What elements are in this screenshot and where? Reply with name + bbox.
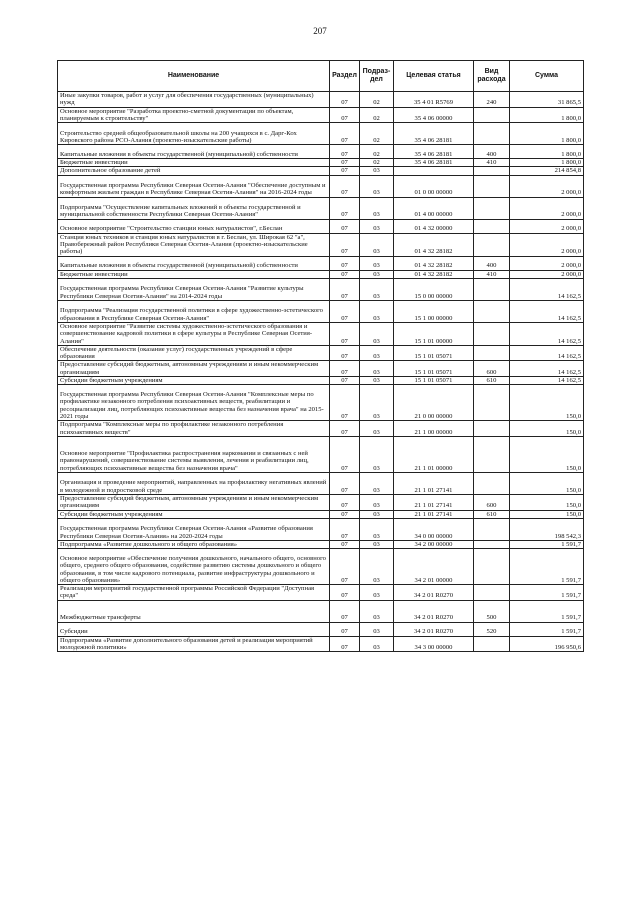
table-row bbox=[58, 167, 584, 175]
row-name-cell: Капитальные вложения в объекты государственной (муниципальной) собственности bbox=[58, 256, 330, 270]
row-amount-cell: 150,0 bbox=[510, 510, 584, 518]
row-subsection-cell: 03 bbox=[360, 436, 394, 472]
row-target-cell: 15 0 00 00000 bbox=[394, 278, 474, 300]
table-row bbox=[58, 636, 584, 652]
row-name-cell: Станция юных техников и станция юных натуралистов в г. Беслан, ул. Широкая 62 "а", Правобережный район Республики Северная Осетия-Алания (проектно-изыскательские работы) bbox=[58, 233, 330, 256]
row-target-cell: 21 1 01 27141 bbox=[394, 494, 474, 510]
row-expense-type-cell bbox=[474, 421, 510, 437]
row-expense-type-cell bbox=[474, 345, 510, 361]
row-expense-type-cell: 400 bbox=[474, 145, 510, 159]
row-expense-type-cell bbox=[474, 123, 510, 145]
row-expense-type-cell bbox=[474, 175, 510, 197]
row-section-cell: 07 bbox=[330, 472, 360, 494]
table-row bbox=[58, 92, 584, 108]
row-subsection-cell: 03 bbox=[360, 385, 394, 421]
table-row bbox=[58, 159, 584, 167]
row-subsection-cell: 03 bbox=[360, 540, 394, 548]
table-row bbox=[58, 345, 584, 361]
row-expense-type-cell bbox=[474, 518, 510, 540]
row-target-cell: 35 4 06 28181 bbox=[394, 145, 474, 159]
row-subsection-cell: 03 bbox=[360, 494, 394, 510]
row-subsection-cell: 03 bbox=[360, 322, 394, 345]
table-row bbox=[58, 600, 584, 622]
row-section-cell: 07 bbox=[330, 256, 360, 270]
row-name-cell: Государственная программа Республики Северная Осетия-Алания «Развитие образования Республики Северная Осетия-Алания» на 2020-2024 годы bbox=[58, 518, 330, 540]
row-amount-cell: 1 800,0 bbox=[510, 123, 584, 145]
row-expense-type-cell bbox=[474, 300, 510, 322]
row-amount-cell: 214 854,8 bbox=[510, 167, 584, 175]
row-amount-cell: 150,0 bbox=[510, 385, 584, 421]
row-amount-cell: 14 162,5 bbox=[510, 345, 584, 361]
row-section-cell: 07 bbox=[330, 278, 360, 300]
row-amount-cell: 31 865,5 bbox=[510, 92, 584, 108]
row-expense-type-cell bbox=[474, 197, 510, 219]
row-amount-cell: 2 000,0 bbox=[510, 270, 584, 278]
row-expense-type-cell bbox=[474, 549, 510, 585]
row-section-cell: 07 bbox=[330, 385, 360, 421]
row-section-cell: 07 bbox=[330, 107, 360, 123]
row-subsection-cell: 03 bbox=[360, 167, 394, 175]
row-name-cell: Иные закупки товаров, работ и услуг для обеспечения государственных (муниципальных) нужд bbox=[58, 92, 330, 108]
row-name-cell: Бюджетные инвестиции bbox=[58, 159, 330, 167]
row-expense-type-cell: 600 bbox=[474, 361, 510, 377]
row-amount-cell: 150,0 bbox=[510, 472, 584, 494]
row-subsection-cell: 03 bbox=[360, 622, 394, 636]
row-expense-type-cell bbox=[474, 107, 510, 123]
row-subsection-cell: 03 bbox=[360, 197, 394, 219]
table-row bbox=[58, 300, 584, 322]
table-row bbox=[58, 385, 584, 421]
row-expense-type-cell: 400 bbox=[474, 256, 510, 270]
row-subsection-cell: 03 bbox=[360, 518, 394, 540]
row-subsection-cell: 03 bbox=[360, 421, 394, 437]
row-subsection-cell: 03 bbox=[360, 300, 394, 322]
row-section-cell: 07 bbox=[330, 636, 360, 652]
row-name-cell: Основное мероприятие «Обеспечение получения дошкольного, начального общего, основного общего, среднего общего образования, содействие развитию системы дошкольного и общего образования, в том числе кадрового потенциала, развитие инфраструктуры дошкольного и общего образования» bbox=[58, 549, 330, 585]
table-row bbox=[58, 123, 584, 145]
row-target-cell: 21 1 01 27141 bbox=[394, 510, 474, 518]
row-amount-cell: 1 591,7 bbox=[510, 622, 584, 636]
row-name-cell: Дополнительное образование детей bbox=[58, 167, 330, 175]
row-name-cell: Межбюджетные трансферты bbox=[58, 600, 330, 622]
table-row bbox=[58, 145, 584, 159]
row-name-cell: Подпрограмма "Осуществление капитальных вложений в объекты государственной и муниципальной собственности Республики Северная Осетия-Алания" bbox=[58, 197, 330, 219]
header-expense-type: Вид расхода bbox=[474, 61, 510, 92]
row-target-cell: 34 2 01 R0270 bbox=[394, 622, 474, 636]
table-row bbox=[58, 377, 584, 385]
row-section-cell: 07 bbox=[330, 518, 360, 540]
row-section-cell: 07 bbox=[330, 540, 360, 548]
row-target-cell: 01 4 32 00000 bbox=[394, 219, 474, 233]
budget-table bbox=[57, 60, 584, 652]
row-name-cell: Основное мероприятие "Строительство станции юных натуралистов", г.Беслан bbox=[58, 219, 330, 233]
row-section-cell: 07 bbox=[330, 175, 360, 197]
row-amount-cell: 2 000,0 bbox=[510, 175, 584, 197]
row-expense-type-cell: 410 bbox=[474, 159, 510, 167]
row-section-cell: 07 bbox=[330, 92, 360, 108]
row-subsection-cell: 03 bbox=[360, 175, 394, 197]
row-section-cell: 07 bbox=[330, 494, 360, 510]
header-name: Наименование bbox=[58, 61, 330, 92]
table-row bbox=[58, 540, 584, 548]
row-name-cell: Реализация мероприятий государственной программы Российской Федерации "Доступная среда" bbox=[58, 585, 330, 601]
row-section-cell: 07 bbox=[330, 233, 360, 256]
row-expense-type-cell bbox=[474, 233, 510, 256]
row-section-cell: 07 bbox=[330, 270, 360, 278]
row-amount-cell: 14 162,5 bbox=[510, 361, 584, 377]
row-expense-type-cell bbox=[474, 585, 510, 601]
table-row bbox=[58, 197, 584, 219]
row-amount-cell: 1 591,7 bbox=[510, 600, 584, 622]
row-subsection-cell: 03 bbox=[360, 361, 394, 377]
row-expense-type-cell: 240 bbox=[474, 92, 510, 108]
row-target-cell: 34 2 01 R0270 bbox=[394, 600, 474, 622]
row-subsection-cell: 03 bbox=[360, 219, 394, 233]
row-target-cell: 34 0 00 00000 bbox=[394, 518, 474, 540]
row-target-cell: 01 4 32 28182 bbox=[394, 256, 474, 270]
row-amount-cell: 2 000,0 bbox=[510, 256, 584, 270]
row-subsection-cell: 03 bbox=[360, 510, 394, 518]
row-expense-type-cell: 500 bbox=[474, 600, 510, 622]
row-section-cell: 07 bbox=[330, 421, 360, 437]
row-section-cell: 07 bbox=[330, 123, 360, 145]
row-target-cell: 01 4 32 28182 bbox=[394, 233, 474, 256]
row-amount-cell: 198 542,3 bbox=[510, 518, 584, 540]
row-target-cell: 21 1 00 00000 bbox=[394, 421, 474, 437]
row-expense-type-cell bbox=[474, 219, 510, 233]
row-section-cell: 07 bbox=[330, 600, 360, 622]
row-amount-cell: 2 000,0 bbox=[510, 197, 584, 219]
row-expense-type-cell: 610 bbox=[474, 510, 510, 518]
row-target-cell: 35 4 06 28181 bbox=[394, 159, 474, 167]
row-name-cell: Капитальные вложения в объекты государственной (муниципальной) собственности bbox=[58, 145, 330, 159]
row-section-cell: 07 bbox=[330, 549, 360, 585]
row-amount-cell: 1 800,0 bbox=[510, 107, 584, 123]
row-amount-cell: 196 950,6 bbox=[510, 636, 584, 652]
table-row bbox=[58, 549, 584, 585]
row-name-cell: Основное мероприятие "Развитие системы художественно-эстетического образования и совершенствование кадровой политики в сфере культуры в Республике Северная Осетия-Алания" bbox=[58, 322, 330, 345]
row-expense-type-cell: 410 bbox=[474, 270, 510, 278]
header-subsection: Подраз- дел bbox=[360, 61, 394, 92]
row-target-cell: 35 4 06 28181 bbox=[394, 123, 474, 145]
row-subsection-cell: 03 bbox=[360, 472, 394, 494]
row-name-cell: Бюджетные инвестиции bbox=[58, 270, 330, 278]
row-subsection-cell: 03 bbox=[360, 270, 394, 278]
row-subsection-cell: 03 bbox=[360, 600, 394, 622]
row-target-cell bbox=[394, 167, 474, 175]
row-name-cell: Основное мероприятие "Профилактика распространения наркомании и связанных с ней правонарушений, совершенствование системы выявления, лечения и реабилитации лиц, потребляющих психоактивные вещества без назначения врача" bbox=[58, 436, 330, 472]
row-target-cell: 21 0 00 00000 bbox=[394, 385, 474, 421]
row-name-cell: Предоставление субсидий бюджетным, автономным учреждениям и иным некоммерческим организациям bbox=[58, 494, 330, 510]
row-name-cell: Основное мероприятие "Разработка проектно-сметной документации по объектам, планируемым к строительству" bbox=[58, 107, 330, 123]
header-target: Целевая статья bbox=[394, 61, 474, 92]
table-row bbox=[58, 361, 584, 377]
row-name-cell: Обеспечение деятельности (оказание услуг) государственных учреждений в сфере образования bbox=[58, 345, 330, 361]
table-row bbox=[58, 219, 584, 233]
row-expense-type-cell bbox=[474, 278, 510, 300]
row-subsection-cell: 02 bbox=[360, 123, 394, 145]
row-name-cell: Организация и проведение мероприятий, направленных на профилактику негативных явлений в молодежной и подростковой среде bbox=[58, 472, 330, 494]
row-name-cell: Государственная программа Республики Северная Осетия-Алания "Обеспечение доступным и комфортным жильем граждан в Республике Северная Осетия-Алания" на 2016-2024 годы bbox=[58, 175, 330, 197]
table-row bbox=[58, 270, 584, 278]
table-row bbox=[58, 494, 584, 510]
row-target-cell: 35 4 01 R5769 bbox=[394, 92, 474, 108]
row-amount-cell: 14 162,5 bbox=[510, 377, 584, 385]
row-target-cell: 21 1 01 00000 bbox=[394, 436, 474, 472]
row-target-cell: 01 0 00 00000 bbox=[394, 175, 474, 197]
row-amount-cell: 1 800,0 bbox=[510, 159, 584, 167]
row-subsection-cell: 02 bbox=[360, 159, 394, 167]
table-row bbox=[58, 107, 584, 123]
row-expense-type-cell bbox=[474, 385, 510, 421]
row-name-cell: Субсидии бюджетным учреждениям bbox=[58, 377, 330, 385]
row-expense-type-cell bbox=[474, 472, 510, 494]
row-amount-cell: 150,0 bbox=[510, 494, 584, 510]
row-subsection-cell: 03 bbox=[360, 636, 394, 652]
table-row bbox=[58, 622, 584, 636]
row-expense-type-cell bbox=[474, 540, 510, 548]
row-target-cell: 34 3 00 00000 bbox=[394, 636, 474, 652]
row-target-cell: 15 1 01 05071 bbox=[394, 361, 474, 377]
row-amount-cell: 1 800,0 bbox=[510, 145, 584, 159]
row-target-cell: 01 4 00 00000 bbox=[394, 197, 474, 219]
row-section-cell: 07 bbox=[330, 197, 360, 219]
row-target-cell: 15 1 01 00000 bbox=[394, 322, 474, 345]
row-section-cell: 07 bbox=[330, 345, 360, 361]
row-subsection-cell: 03 bbox=[360, 549, 394, 585]
row-amount-cell: 1 591,7 bbox=[510, 549, 584, 585]
row-subsection-cell: 03 bbox=[360, 278, 394, 300]
row-amount-cell: 2 000,0 bbox=[510, 233, 584, 256]
row-amount-cell: 1 591,7 bbox=[510, 585, 584, 601]
row-expense-type-cell bbox=[474, 636, 510, 652]
row-amount-cell: 14 162,5 bbox=[510, 300, 584, 322]
row-expense-type-cell bbox=[474, 167, 510, 175]
row-subsection-cell: 02 bbox=[360, 145, 394, 159]
row-section-cell: 07 bbox=[330, 377, 360, 385]
row-subsection-cell: 03 bbox=[360, 345, 394, 361]
table-row bbox=[58, 175, 584, 197]
row-expense-type-cell bbox=[474, 322, 510, 345]
row-target-cell: 01 4 32 28182 bbox=[394, 270, 474, 278]
row-subsection-cell: 02 bbox=[360, 92, 394, 108]
header-section: Раздел bbox=[330, 61, 360, 92]
row-name-cell: Субсидии бюджетным учреждениям bbox=[58, 510, 330, 518]
row-section-cell: 07 bbox=[330, 145, 360, 159]
row-expense-type-cell: 600 bbox=[474, 494, 510, 510]
page-number: 207 bbox=[313, 26, 327, 36]
row-name-cell: Государственная программа Республики Северная Осетия-Алания "Комплексные меры по профилактике незаконного потребления психоактивных веществ, реабилитации и ресоциализации лиц, потребляющих психоактивные вещества без назначения врача" на 2015-2021 годы bbox=[58, 385, 330, 421]
table-row bbox=[58, 278, 584, 300]
row-subsection-cell: 03 bbox=[360, 233, 394, 256]
row-section-cell: 07 bbox=[330, 361, 360, 377]
row-target-cell: 35 4 06 00000 bbox=[394, 107, 474, 123]
row-expense-type-cell: 520 bbox=[474, 622, 510, 636]
row-name-cell: Подпрограмма "Комплексные меры по профилактике незаконного потребления психоактивных веществ" bbox=[58, 421, 330, 437]
row-subsection-cell: 03 bbox=[360, 256, 394, 270]
row-section-cell: 07 bbox=[330, 300, 360, 322]
table-row bbox=[58, 256, 584, 270]
row-target-cell: 15 1 00 00000 bbox=[394, 300, 474, 322]
row-section-cell: 07 bbox=[330, 219, 360, 233]
table-row bbox=[58, 322, 584, 345]
row-section-cell: 07 bbox=[330, 585, 360, 601]
row-target-cell: 15 1 01 05071 bbox=[394, 345, 474, 361]
row-section-cell: 07 bbox=[330, 622, 360, 636]
table-row bbox=[58, 510, 584, 518]
row-target-cell: 34 2 01 00000 bbox=[394, 549, 474, 585]
row-amount-cell: 1 591,7 bbox=[510, 540, 584, 548]
row-amount-cell: 150,0 bbox=[510, 436, 584, 472]
row-name-cell: Предоставление субсидий бюджетным, автономным учреждениям и иным некоммерческим организациям bbox=[58, 361, 330, 377]
row-name-cell: Строительство средней общеобразовательной школы на 200 учащихся в с. Дарг-Кох Кировского района РСО-Алания (проектно-изыскательские работы) bbox=[58, 123, 330, 145]
row-target-cell: 21 1 01 27141 bbox=[394, 472, 474, 494]
row-name-cell: Субсидии bbox=[58, 622, 330, 636]
row-section-cell: 07 bbox=[330, 510, 360, 518]
row-name-cell: Подпрограмма «Развитие дошкольного и общего образования» bbox=[58, 540, 330, 548]
row-name-cell: Подпрограмма "Реализация государственной политики в сфере художественно-эстетического образования в Республике Северная Осетия-Алания" bbox=[58, 300, 330, 322]
row-section-cell: 07 bbox=[330, 159, 360, 167]
row-amount-cell: 14 162,5 bbox=[510, 322, 584, 345]
table-row bbox=[58, 233, 584, 256]
table-row bbox=[58, 421, 584, 437]
row-target-cell: 34 2 00 00000 bbox=[394, 540, 474, 548]
row-target-cell: 15 1 01 05071 bbox=[394, 377, 474, 385]
table-row bbox=[58, 472, 584, 494]
row-name-cell: Подпрограмма «Развитие дополнительного образования детей и реализация мероприятий молодежной политики» bbox=[58, 636, 330, 652]
row-amount-cell: 14 162,5 bbox=[510, 278, 584, 300]
table-row bbox=[58, 585, 584, 601]
row-target-cell: 34 2 01 R0270 bbox=[394, 585, 474, 601]
row-section-cell: 07 bbox=[330, 167, 360, 175]
row-name-cell: Государственная программа Республики Северная Осетия-Алания "Развитие культуры Республики Северная Осетия-Алания" на 2014-2024 годы bbox=[58, 278, 330, 300]
row-subsection-cell: 02 bbox=[360, 107, 394, 123]
row-section-cell: 07 bbox=[330, 436, 360, 472]
row-expense-type-cell: 610 bbox=[474, 377, 510, 385]
header-amount: Сумма bbox=[510, 61, 584, 92]
row-subsection-cell: 03 bbox=[360, 377, 394, 385]
row-subsection-cell: 03 bbox=[360, 585, 394, 601]
table-row bbox=[58, 518, 584, 540]
row-expense-type-cell bbox=[474, 436, 510, 472]
row-amount-cell: 150,0 bbox=[510, 421, 584, 437]
table-row bbox=[58, 436, 584, 472]
table-header-row bbox=[58, 61, 584, 92]
row-amount-cell: 2 000,0 bbox=[510, 219, 584, 233]
row-section-cell: 07 bbox=[330, 322, 360, 345]
